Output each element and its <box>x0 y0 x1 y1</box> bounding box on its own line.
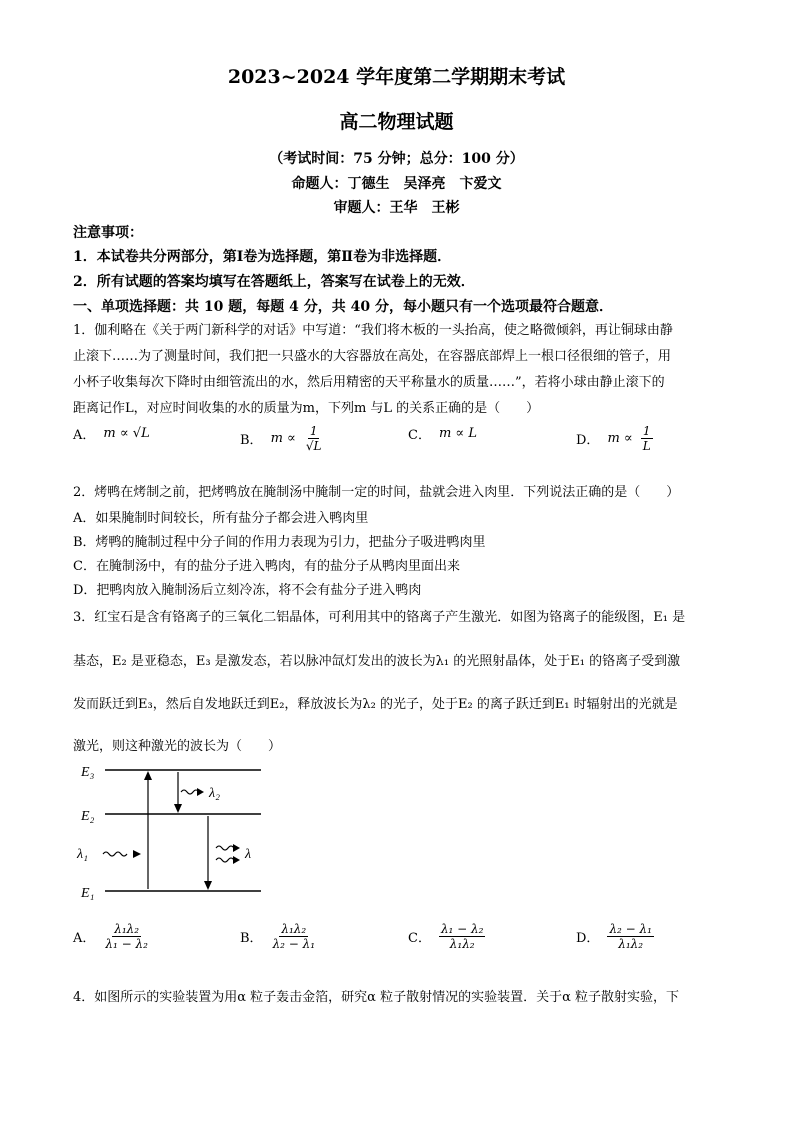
fraction-numerator: 1 <box>642 424 651 438</box>
option-expression: m ∝ <box>607 431 633 446</box>
question-3-options <box>73 922 733 966</box>
question-3-line: 发而跃迁到E₃，然后自发地跃迁到E₂，释放波长为λ₂ 的光子，处于E₂ 的离子跃迁到E₁ 时辐射出的光就是 <box>73 697 678 712</box>
fraction-numerator: λ₁ − λ₂ <box>440 922 484 936</box>
option-b[interactable] <box>240 424 323 453</box>
exam-title: 2023~2024 学年度第二学期期末考试 <box>227 66 566 88</box>
option-a[interactable] <box>73 922 150 951</box>
subject-title: 高二物理试题 <box>339 111 454 133</box>
fraction <box>103 922 150 951</box>
question-4-line: 4．如图所示的实验装置为用α 粒子轰击金箔，研究α 粒子散射情况的实验装置．关于α 粒子散射实验，下 <box>73 990 680 1005</box>
laser-arrowhead <box>204 881 212 890</box>
option-label: A． <box>73 428 96 443</box>
laser-wave-2 <box>216 858 234 862</box>
question-3-line: 3．红宝石是含有铬离子的三氧化二铝晶体，可利用其中的铬离子产生激光．如图为铬离子的能级图，E₁ 是 <box>73 610 686 625</box>
option-expression: m ∝ <box>270 431 296 446</box>
laser-wave-1-arrowhead <box>233 844 240 852</box>
fraction-denominator: λ₂ − λ₁ <box>272 937 316 951</box>
label-lambda1: λ₁ <box>77 847 88 862</box>
question-2-option-b[interactable]: B．烤鸭的腌制过程中分子间的作用力表现为引力，把盐分子吸进鸭肉里 <box>73 535 486 550</box>
option-label: D． <box>576 931 600 946</box>
laser-wave-1 <box>216 846 234 850</box>
option-label: A． <box>73 931 96 946</box>
notice-item-1: 1．本试卷共分两部分，第Ⅰ卷为选择题，第Ⅱ卷为非选择题． <box>73 249 452 265</box>
question-2-option-d[interactable]: D．把鸭肉放入腌制汤后立刻冷冻，将不会有盐分子进入鸭肉 <box>73 583 422 598</box>
label-lambda: λ <box>245 847 252 862</box>
lambda1-wave-arrowhead <box>133 850 141 858</box>
notice-heading: 注意事项： <box>73 225 143 241</box>
fraction-denominator: λ₁ − λ₂ <box>105 937 148 951</box>
label-e3: E₃ <box>81 765 95 780</box>
lambda2-wave-arrowhead <box>197 788 204 796</box>
question-3-line: 激光，则这种激光的波长为（ ） <box>73 739 282 754</box>
option-expression: m ∝ L <box>438 426 477 441</box>
fraction <box>439 922 486 951</box>
fraction <box>641 424 653 453</box>
question-1-line: 小杯子收集每次下降时由细管流出的水，然后用精密的天平称量水的质量……”，若将小球由静止滚下的 <box>73 375 665 390</box>
option-d[interactable] <box>576 424 653 453</box>
option-expression: m ∝ √L <box>103 426 150 441</box>
question-2-option-a[interactable]: A．如果腌制时间较长，所有盐分子都会进入鸭肉里 <box>73 511 369 526</box>
fraction-numerator: λ₂ − λ₁ <box>609 922 652 936</box>
question-2-option-c[interactable]: C．在腌制汤中，有的盐分子进入鸭肉，有的盐分子从鸭肉里面出来 <box>73 559 460 574</box>
fraction-numerator: λ₁λ₂ <box>114 922 140 936</box>
option-label: D． <box>576 433 600 448</box>
fraction <box>304 424 324 453</box>
question-2-stem: 2．烤鸭在烤制之前，把烤鸭放在腌制汤中腌制一定的时间，盐就会进入肉里．下列说法正确的是（ ） <box>73 485 680 500</box>
fraction-denominator: λ₁λ₂ <box>618 937 644 951</box>
option-label: B． <box>240 931 263 946</box>
option-label: C． <box>408 931 431 946</box>
fraction-numerator: 1 <box>309 424 318 438</box>
option-c[interactable] <box>408 922 485 951</box>
option-b[interactable] <box>240 922 317 951</box>
question-1-line: 距离记作L，对应时间收集的水的质量为m，下列m 与L 的关系正确的是（ ） <box>73 401 540 416</box>
fraction-denominator: L <box>642 439 651 453</box>
fraction <box>271 922 318 951</box>
lambda2-wave <box>181 790 199 794</box>
excitation-arrowhead <box>144 771 152 780</box>
question-1 <box>73 318 733 422</box>
label-lambda2: λ₂ <box>209 786 220 801</box>
setters: 命题人：丁德生 吴泽亮 卞爱文 <box>291 176 502 192</box>
fraction-denominator: λ₁λ₂ <box>449 937 475 951</box>
question-1-line: 1．伽利略在《关于两门新科学的对话》中写道：“我们将木板的一头抬高，使之略微倾斜，再让铜球由静 <box>73 323 673 338</box>
relaxation-arrowhead <box>174 804 182 813</box>
question-1-line: 止滚下……为了测量时间，我们把一只盛水的大容器放在高处，在容器底部焊上一根口径很细的管子，用 <box>73 349 672 364</box>
energy-level-diagram <box>73 756 273 906</box>
section-1-heading: 一、单项选择题：共 10 题，每题 4 分，共 40 分，每小题只有一个选项最符合题意． <box>73 299 613 315</box>
option-d[interactable] <box>576 922 654 951</box>
fraction <box>607 922 654 951</box>
reviewers: 审题人：王华 王彬 <box>333 200 460 216</box>
label-e1: E₁ <box>81 886 95 901</box>
option-c[interactable] <box>408 424 477 443</box>
fraction-denominator: √L <box>305 439 322 453</box>
option-a[interactable] <box>73 424 150 443</box>
notice-item-2: 2．所有试题的答案均填写在答题纸上，答案写在试卷上的无效． <box>73 274 475 290</box>
fraction-numerator: λ₁λ₂ <box>281 922 307 936</box>
question-1-options <box>73 424 733 460</box>
lambda1-wave <box>103 852 127 856</box>
exam-info: （考试时间：75 分钟；总分：100 分） <box>269 151 524 167</box>
option-label: B． <box>240 433 263 448</box>
laser-wave-2-arrowhead <box>233 856 240 864</box>
question-3-line: 基态，E₂ 是亚稳态，E₃ 是激发态，若以脉冲氙灯发出的波长为λ₁ 的光照射晶体，处于E₁ 的铬离子受到激 <box>73 654 681 669</box>
option-label: C． <box>408 428 431 443</box>
label-e2: E₂ <box>81 809 95 824</box>
